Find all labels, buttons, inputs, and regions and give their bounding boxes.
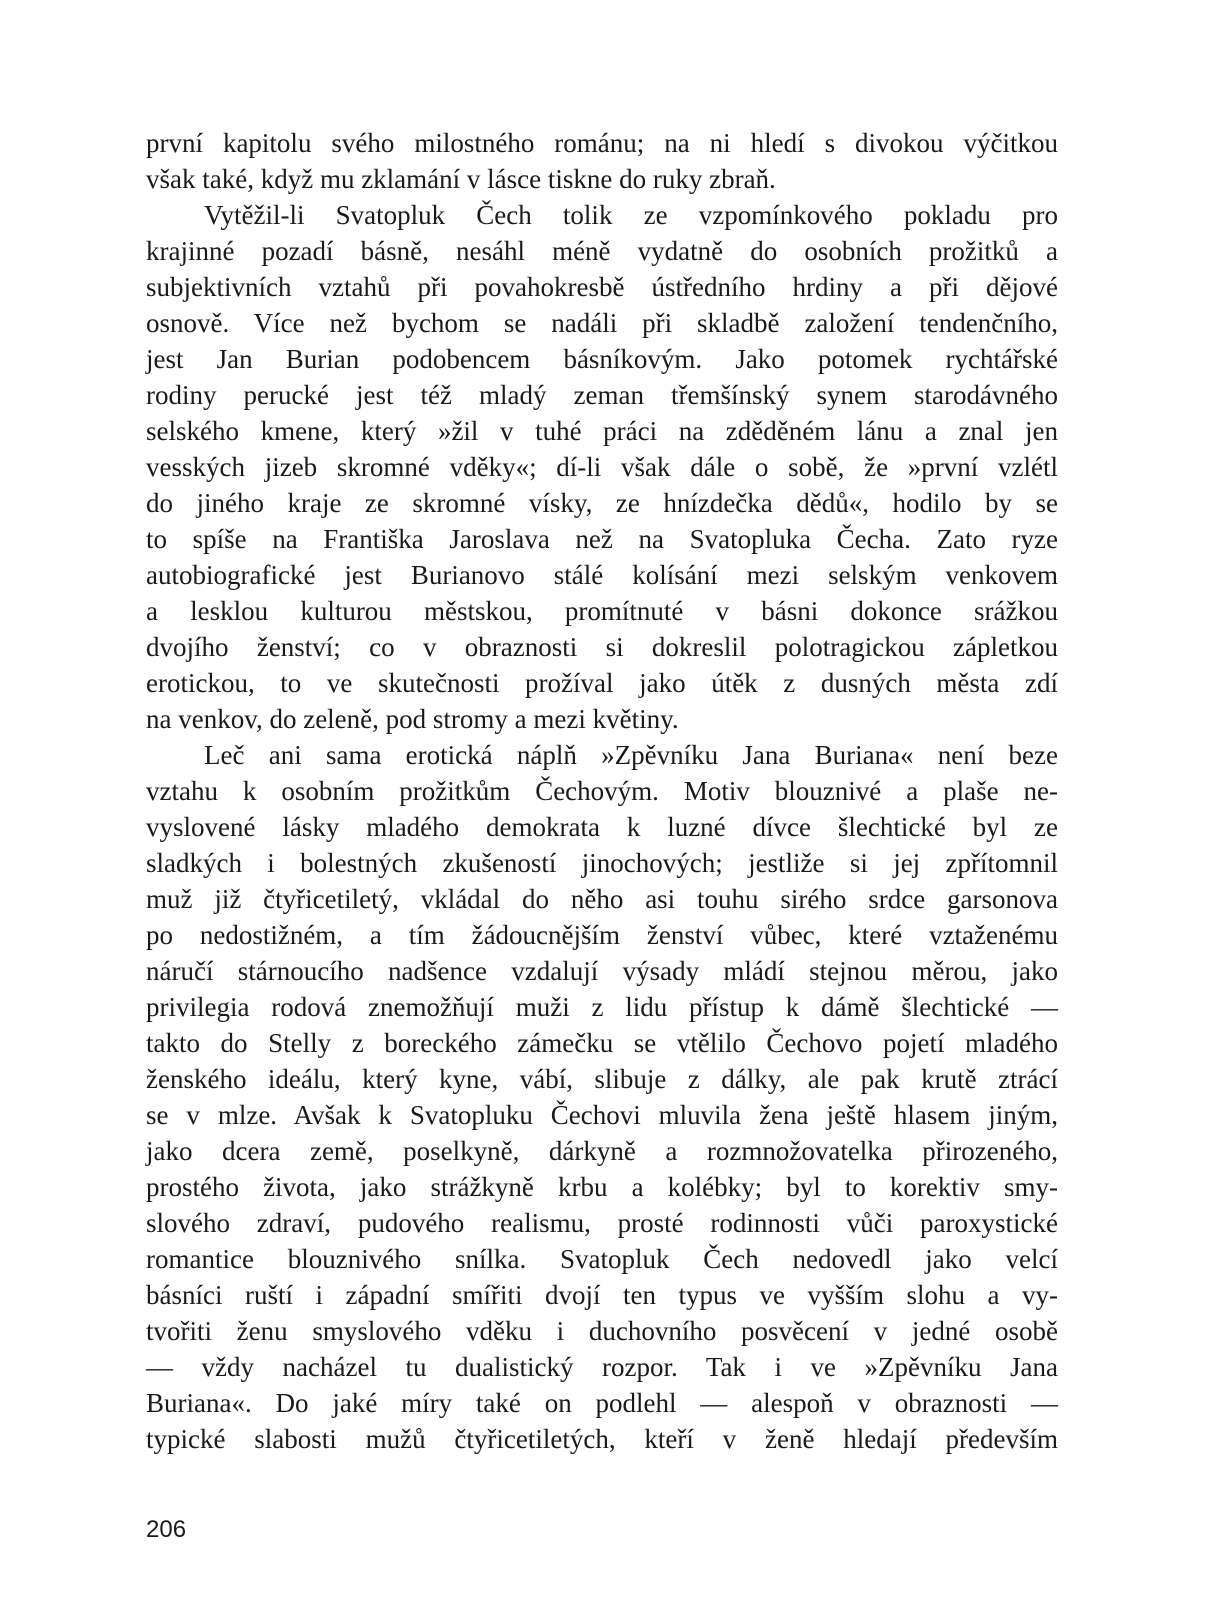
text-line: a lesklou kulturou městskou, promítnuté v básni dokonce srážkou: [146, 596, 1058, 626]
text-line: takto do Stelly z boreckého zámečku se vtělilo Čechovo pojetí mladého: [146, 1028, 1058, 1058]
text-line: Vytěžil-li Svatopluk Čech tolik ze vzpomínkového pokladu pro: [204, 200, 1058, 230]
text-line: Leč ani sama erotická náplň »Zpěvníku Jana Buriana« není beze: [204, 740, 1058, 770]
text-line: Buriana«. Do jaké míry také on podlehl — alespoň v obraznosti —: [146, 1388, 1058, 1418]
text-line: typické slabosti mužů čtyřicetiletých, kteří v ženě hledají především: [146, 1424, 1058, 1454]
text-line: první kapitolu svého milostného románu; na ni hledí s divokou výčitkou: [146, 128, 1058, 158]
body-text: [146, 125, 1058, 1457]
text-line: dvojího ženství; co v obraznosti si dokreslil polotragickou zápletkou: [146, 632, 1058, 662]
text-line: subjektivních vztahů při povahokresbě ústředního hrdiny a při dějové: [146, 272, 1058, 302]
text-line: jako dcera země, poselkyně, dárkyně a rozmnožovatelka přirozeného,: [146, 1136, 1058, 1166]
text-line: erotickou, to ve skutečnosti prožíval jako útěk z dusných města zdí: [146, 668, 1058, 698]
text-line: autobiografické jest Burianovo stálé kolísání mezi selským venkovem: [146, 560, 1058, 590]
text-line: muž již čtyřicetiletý, vkládal do něho asi touhu sirého srdce garsonova: [146, 884, 1058, 914]
text-line: na venkov, do zeleně, pod stromy a mezi květiny.: [146, 704, 679, 734]
text-line: privilegia rodová znemožňují muži z lidu přístup k dámě šlechtické —: [146, 992, 1058, 1022]
text-line: sladkých i bolestných zkušeností jinochových; jestliže si jej zpřítomnil: [146, 848, 1058, 878]
text-line: rodiny perucké jest též mladý zeman třemšínský synem starodávného: [146, 380, 1058, 410]
text-line: romantice blouznivého snílka. Svatopluk Čech nedovedl jako velcí: [146, 1244, 1058, 1274]
text-line: slového zdraví, pudového realismu, prosté rodinnosti vůči paroxystické: [146, 1208, 1058, 1238]
text-line: prostého života, jako strážkyně krbu a kolébky; byl to korektiv smy-: [146, 1172, 1058, 1202]
text-line: — vždy nacházel tu dualistický rozpor. Tak i ve »Zpěvníku Jana: [146, 1352, 1058, 1382]
page-number: 206: [146, 1516, 187, 1543]
text-line: osnově. Více než bychom se nadáli při skladbě založení tendenčního,: [146, 308, 1058, 338]
text-line: do jiného kraje ze skromné vísky, ze hnízdečka dědů«, hodilo by se: [146, 488, 1058, 518]
text-line: to spíše na Františka Jaroslava než na Svatopluka Čecha. Zato ryze: [146, 524, 1058, 554]
text-line: tvořiti ženu smyslového vděku i duchovního posvěcení v jedné osobě: [146, 1316, 1058, 1346]
text-line: se v mlze. Avšak k Svatopluku Čechovi mluvila žena ještě hlasem jiným,: [146, 1100, 1058, 1130]
text-line: vyslovené lásky mladého demokrata k luzné dívce šlechtické byl ze: [146, 812, 1058, 842]
text-line: náručí stárnoucího nadšence vzdalují výsady mládí stejnou měrou, jako: [146, 956, 1058, 986]
text-line: po nedostižném, a tím žádoucnějším ženství vůbec, které vztaženému: [146, 920, 1058, 950]
text-line: vesských jizeb skromné vděky«; dí-li však dále o sobě, že »první vzlétl: [146, 452, 1058, 482]
text-line: selského kmene, který »žil v tuhé práci na zděděném lánu a znal jen: [146, 416, 1058, 446]
text-line: krajinné pozadí básně, nesáhl méně vydatně do osobních prožitků a: [146, 236, 1058, 266]
text-line: vztahu k osobním prožitkům Čechovým. Motiv blouznivé a plaše ne-: [146, 776, 1058, 806]
text-line: jest Jan Burian podobencem básníkovým. Jako potomek rychtářské: [146, 344, 1058, 374]
text-line: ženského ideálu, který kyne, vábí, slibuje z dálky, ale pak krutě ztrácí: [146, 1064, 1058, 1094]
text-line: však také, když mu zklamání v lásce tiskne do ruky zbraň.: [146, 164, 776, 194]
text-line: básníci ruští i západní smířiti dvojí ten typus ve vyšším slohu a vy-: [146, 1280, 1058, 1310]
